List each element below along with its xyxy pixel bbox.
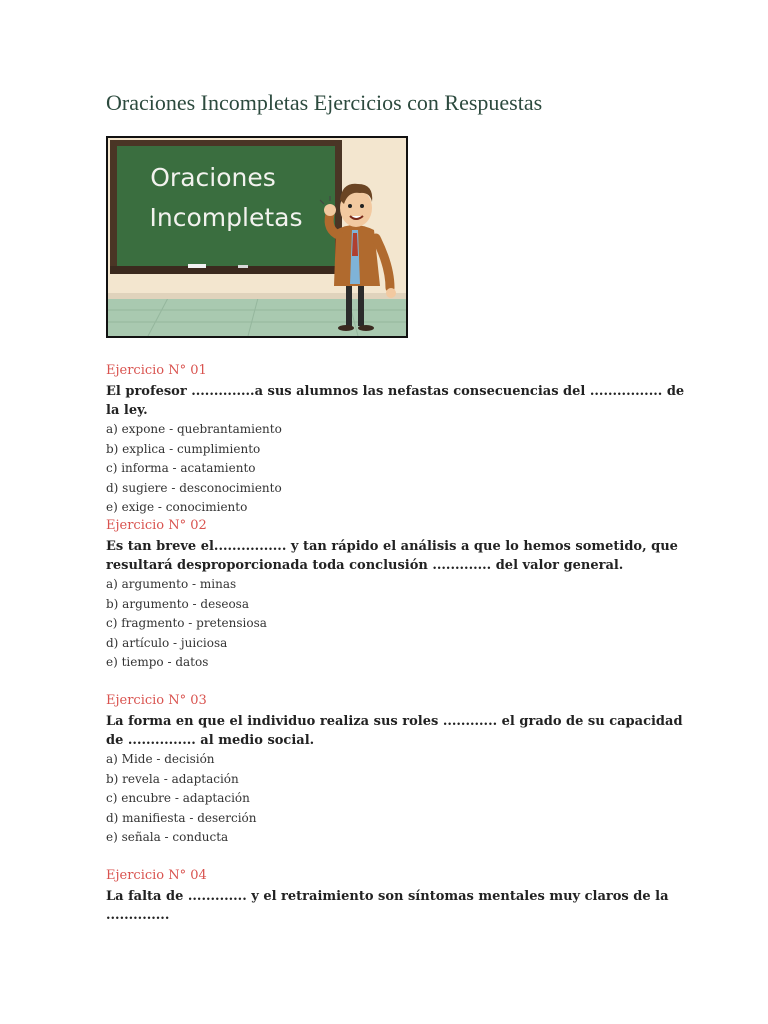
option-a: a) expone - quebrantamiento xyxy=(106,422,282,436)
option-e: e) exige - conocimiento xyxy=(106,500,248,515)
teacher-chalkboard-image xyxy=(106,136,408,338)
exercise-03 xyxy=(106,691,686,848)
option-c: c) encubre - adaptación xyxy=(106,791,250,806)
page-title: Oraciones Incompletas Ejercicios con Respuestas xyxy=(106,90,543,115)
teacher-chalkboard-illustration xyxy=(108,138,406,336)
options-list xyxy=(106,575,686,673)
exercise-title: Ejercicio N° 04 xyxy=(106,868,207,883)
option-e: e) señala - conducta xyxy=(106,830,229,845)
option-a: a) argumento - minas xyxy=(106,577,237,591)
option-b: b) revela - adaptación xyxy=(106,771,239,786)
exercise-title: Ejercicio N° 01 xyxy=(106,363,207,378)
option-d: d) artículo - juiciosa xyxy=(106,635,228,650)
exercise-02 xyxy=(106,516,686,673)
option-e: e) tiempo - datos xyxy=(106,655,209,670)
board-text-line1: Oraciones xyxy=(150,163,276,192)
exercise-question: El profesor ..............a sus alumnos las nefastas consecuencias del ................ de la ley. xyxy=(106,384,685,418)
option-b: b) explica - cumplimiento xyxy=(106,441,261,456)
option-c: c) fragmento - pretensiosa xyxy=(106,616,267,631)
options-list xyxy=(106,750,686,848)
option-a: a) Mide - decisión xyxy=(106,752,215,766)
board-text-line2: Incompletas xyxy=(149,203,303,232)
exercise-04 xyxy=(106,866,686,925)
exercise-title: Ejercicio N° 02 xyxy=(106,518,207,533)
exercise-01 xyxy=(106,361,686,518)
exercise-question: Es tan breve el................ y tan rápido el análisis a que lo hemos sometido, que resultará desproporcionada toda conclusión ............. del valor general. xyxy=(106,539,678,573)
exercise-question: La falta de ............. y el retraimiento son síntomas mentales muy claros de la .............. xyxy=(106,889,669,923)
exercise-question: La forma en que el individuo realiza sus roles ............ el grado de su capacidad de ............... al medio social. xyxy=(106,714,683,748)
exercise-title: Ejercicio N° 03 xyxy=(106,693,207,708)
option-d: d) manifiesta - deserción xyxy=(106,810,257,825)
options-list xyxy=(106,420,686,518)
option-d: d) sugiere - desconocimiento xyxy=(106,480,282,495)
option-b: b) argumento - deseosa xyxy=(106,596,249,611)
option-c: c) informa - acatamiento xyxy=(106,461,256,476)
